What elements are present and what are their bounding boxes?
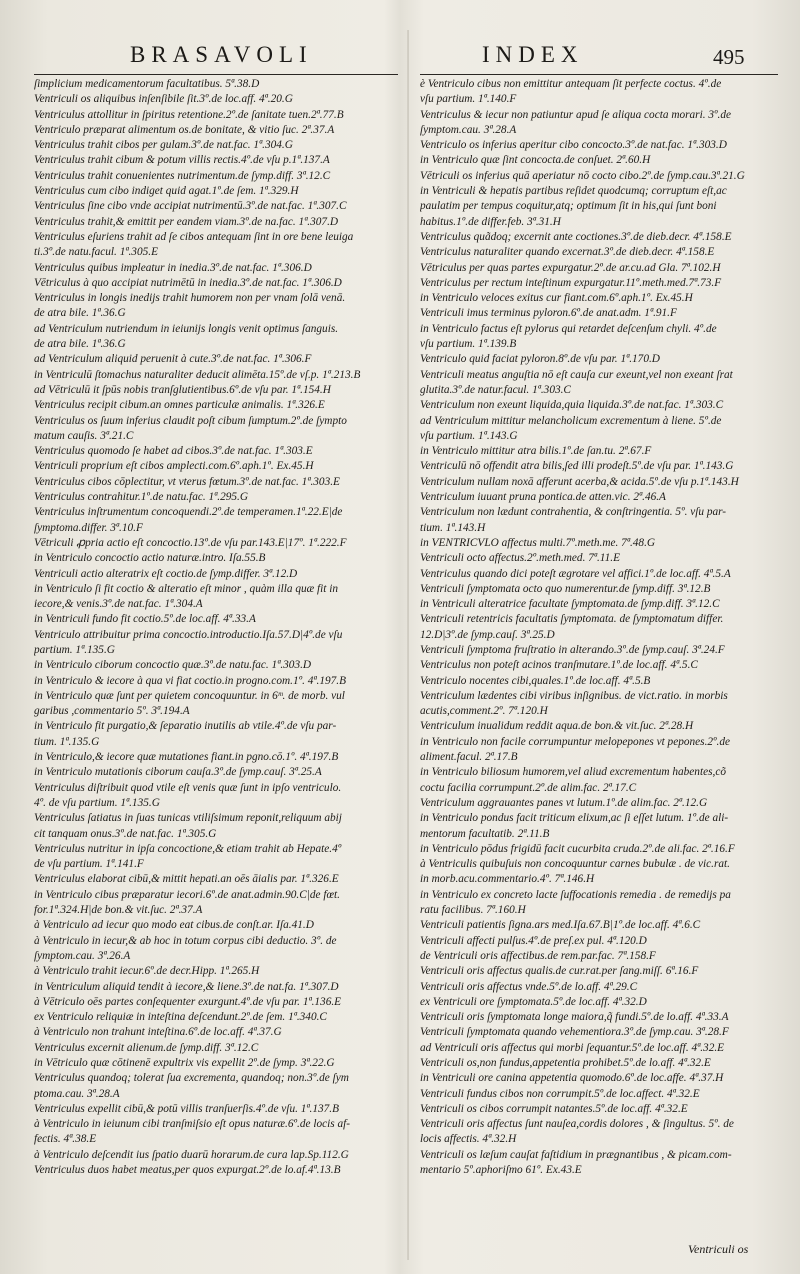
index-entry-line: Ventriculus attollitur in ſpiritus retentione.2º.de ſanitate tuen.2ª.77.B <box>34 108 344 121</box>
index-entry-line: glutita.3º.de natur.facul. 1ª.303.C <box>420 383 571 396</box>
index-entry-line: locis affectis. 4ª.32.H <box>420 1133 517 1146</box>
index-entry-line: Ventriculus recipit cibum.an omnes particulæ animalis. 1ª.326.E <box>34 399 325 412</box>
index-entry-line: Ventriculi octo affectus.2º.meth.med. 7ª.11.E <box>420 552 620 565</box>
index-entry-line: Ventriculi oris affectus vnde.5º.de lo.aff. 4ª.29.C <box>420 980 638 993</box>
index-entry-line: Ventriculus quandoq; tolerat ſua excrementa, quandoq; non.3º.de ſym <box>34 1072 349 1085</box>
index-entry-line: Ventriculi actio alteratrix eſt coctio.de ſymp.differ. 3ª.12.D <box>34 567 298 580</box>
index-entry-line: Ventriculus naturaliter quando excernat.3º.de dieb.decr. 4ª.158.E <box>420 246 715 259</box>
index-entry-line: in Ventriculo quæ ſint concocta.de conſuet. 2ª.60.H <box>420 154 651 167</box>
index-entry-line: Ventriculū nō offendit atra bilis,ſed illi prodeſt.5º.de vſu par. 1ª.143.G <box>420 460 734 473</box>
index-entry-line: coctu facilia corrumpunt.2º.de alim.fac. 2ª.17.C <box>420 781 637 794</box>
index-entry-line: Ventriculus expellit cibū,& potū villis tranſuerſis.4º.de vſu. 1ª.137.B <box>34 1102 340 1115</box>
index-entry-line: in Ventriculo pondus facit triticum elixum,ac ſi eſſet lutum. 1º.de ali- <box>420 812 729 825</box>
index-entry-line: Ventriculi os aliquibus inſenſibile ſit.3º.de loc.aff. 4ª.20.G <box>34 93 293 106</box>
index-entry-line: ex Ventriculi ore ſymptomata.5º.de loc.aff. 4ª.32.D <box>420 995 647 1008</box>
index-entry-line: ſymptom.cau. 3ª.28.A <box>420 123 517 136</box>
index-entry-line: in Ventriculo factus eſt pylorus qui retardet deſcenſum chyli. 4º.de <box>420 322 717 335</box>
index-entry-line: in Ventriculi fundo fit coctio.5º.de loc.aff. 4ª.33.A <box>34 613 256 626</box>
index-entry-line: in Ventriculo pōdus frigidū facit cucurbita cruda.2º.de ali.fac. 2ª.16.F <box>420 842 735 855</box>
index-entry-line: acutis,comment.2º. 7ª.120.H <box>420 705 548 718</box>
index-entry-line: Ventriculus quomodo ſe habet ad cibos.3º.de nat.fac. 1ª.303.E <box>34 445 313 458</box>
index-entry-line: in Ventriculo,& iecore quæ mutationes fiant.in pgno.cō.1º. 4ª.197.B <box>34 751 339 764</box>
index-entry-line: ad Vētriculū it ſpūs nobis tranſglutientibus.6º.de vſu par. 1ª.154.H <box>34 383 331 396</box>
index-entry-line: in Ventriculo biliosum humorem,vel aliud excrementum habentes,cõ <box>420 766 726 779</box>
index-entry-line: 12.D|3º.de ſymp.cauſ. 3ª.25.D <box>420 628 555 641</box>
index-column-right <box>420 77 780 1178</box>
index-entry-line: Ventriculi os,non fundus,appetentia prohibet.5º.de lo.aff. 4ª.32.E <box>420 1057 711 1069</box>
index-entry-line: Ventriculo attribuitur prima concoctio.introductio.Iſa.57.D|4º.de vſu <box>34 628 343 641</box>
index-entry-line: Ventriculi meatus anguſtia nō eſt cauſa cur exeunt,vel non exeant ſrat <box>420 368 733 381</box>
index-entry-line: ad Ventriculum nutriendum in ieiunijs longis venit optimus ſanguis. <box>34 322 339 335</box>
index-entry-line: Ventriculus trahit,& emittit per eandem viam.3º.de na.fac. 1ª.307.D <box>34 215 339 228</box>
index-entry-line: Ventriculi affecti pulſus.4º.de preſ.ex pul. 4ª.120.D <box>420 934 647 947</box>
index-entry-line: à Ventriculo deſcendit ius ſpatio duarū horarum.de cura lap.Sp.112.G <box>34 1148 349 1161</box>
index-entry-line: in Ventriculo quæ ſunt per quietem concoquuntur. in 6ᵐ. de morb. vul <box>34 689 345 702</box>
header-rule-right <box>420 74 778 75</box>
index-entry-line: 4º. de vſu partium. 1ª.135.G <box>34 796 160 809</box>
index-entry-line: fectis. 4ª.38.E <box>34 1133 97 1146</box>
index-entry-line: à Ventriculo in ieiunum cibi tranſmiſsio eſt opus naturæ.6º.de locis af- <box>34 1118 351 1131</box>
index-entry-line: in Ventriculi ore canina appetentia quomodo.6º.de loc.affe. 4ª.37.H <box>420 1072 724 1085</box>
index-entry-line: in Ventriculū ſtomachus naturaliter deducit alimēta.15º.de vſ.p. 1ª.213.B <box>34 368 361 381</box>
index-entry-line: è Ventriculo cibus non emittitur antequam ſit perfecte coctus. 4º.de <box>420 78 722 90</box>
index-entry-line: Ventriculo os inferius aperitur cibo concocto.3º.de nat.fac. 1ª.303.D <box>420 139 727 152</box>
index-entry-line: Ventriculus & iecur non patiuntur apud ſe aliqua cocta morari. 3º.de <box>420 108 732 121</box>
index-entry-line: Ventriculi oris ſymptomata longe maiora,q̃ fundi.5º.de lo.aff. 4ª.33.A <box>420 1011 729 1024</box>
index-entry-line: in Vētriculo quæ cōtinenē expultrix vis expellit 2º.de ſymp. 3ª.22.G <box>34 1057 335 1069</box>
index-entry-line: in Ventriculi alteratrice facultate ſymptomata.de ſymp.diff. 3ª.12.C <box>420 598 720 611</box>
index-entry-line: matum cauſis. 3ª.21.C <box>34 429 134 442</box>
index-entry-line: Ventriculus per rectum inteſtinum expurgatur.11º.meth.med.7ª.73.F <box>420 276 722 289</box>
index-entry-line: Ventriculus excernit alienum.de ſymp.diff. 3ª.12.C <box>34 1041 259 1054</box>
index-entry-line: Ventriculum non lædunt contrahentia, & conſtringentia. 5º. vſu par- <box>420 506 727 519</box>
index-entry-line: ad Ventriculum aliquid peruenit à cute.3º.de nat.fac. 1ª.306.F <box>34 353 312 366</box>
index-entry-line: Ventriculum aggrauantes panes vt lutum.1º.de alim.fac. 2ª.12.G <box>420 796 708 809</box>
index-entry-line: Ventriculus non poteſt acinos tranſmutare.1º.de loc.aff. 4ª.5.C <box>420 659 698 672</box>
index-entry-line: vſu partium. 1ª.139.B <box>420 338 517 351</box>
index-entry-line: Ventriculo quid faciat pyloron.8º.de vſu par. 1ª.170.D <box>420 353 660 366</box>
header-rule-left <box>34 74 398 75</box>
index-entry-line: Ventriculi proprium eſt cibos amplecti.com.6º.aph.1º. Ex.45.H <box>34 460 314 473</box>
index-entry-line: Ventriculum iuuant pruna pontica.de atten.vic. 2ª.46.A <box>420 491 666 504</box>
index-entry-line: Ventriculo præparat alimentum os.de bonitate, & vitio ſuc. 2ª.37.A <box>34 123 335 136</box>
page-number: 495 <box>713 45 745 69</box>
index-entry-line: Vētriculi ꝓpria actio eſt concoctio.13º.de vſu par.143.E|17º. 1ª.222.F <box>34 536 347 549</box>
index-entry-line: Ventriculus trahit conuenientes nutrimentum.de ſymp.diff. 3ª.12.C <box>34 169 331 182</box>
index-entry-line: à Ventriculis quibuſuis non concoquuntur carnes bubulæ . de vic.rat. <box>420 858 731 871</box>
index-entry-line: Ventriculi oris affectus ſunt nauſea,cordis dolores , & ſingultus. 5º. de <box>420 1118 734 1131</box>
index-entry-line: de vſu partium. 1ª.141.F <box>34 858 144 871</box>
index-entry-line: Ventriculus duos habet meatus,per quos expurgat.2º.de lo.af.4ª.13.B <box>34 1164 341 1177</box>
index-entry-line: Ventriculum nullam noxā afferunt acerba,& acida.5º.de vſu p.1ª.143.H <box>420 475 739 488</box>
index-entry-line: ſimplicium medicamentorum facultatibus. 5ª.38.D <box>34 78 260 90</box>
index-entry-line: ti.3º.de natu.facul. 1ª.305.E <box>34 246 158 259</box>
index-entry-line: in Ventriculo ex concreto lacte ſuffocationis remedia . de remedijs pa <box>420 888 731 901</box>
index-entry-line: à Vētriculo oēs partes conſequenter exurgunt.4º.de vſu par. 1ª.136.E <box>34 995 342 1008</box>
index-entry-line: vſu partium. 1ª.143.G <box>420 429 518 442</box>
index-entry-line: in Ventriculo fit purgatio,& ſeparatio inutilis ab vtile.4º.de vſu par- <box>34 720 337 733</box>
index-entry-line: Ventriculus in longis inedijs trahit humorem non per vnam ſolā venā. <box>34 292 346 305</box>
index-entry-line: Vētriculi os inferius quā aperiatur nō cocto cibo.2º.de ſymp.cau.3ª.21.G <box>420 169 745 182</box>
page-gutter <box>407 30 409 1260</box>
index-entry-line: in Ventriculo veloces exitus cur fiant.com.6º.aph.1º. Ex.45.H <box>420 292 693 305</box>
index-entry-line: paulatim per tempus coquitur,atq; optimum ſit in his,qui ſunt boni <box>420 200 717 213</box>
index-entry-line: Ventriculus os ſuum inferius claudit poſt cibum ſumptum.2º.de ſympto <box>34 414 347 427</box>
index-entry-line: Ventriculi imus terminus pyloron.6º.de anat.adm. 1ª.91.F <box>420 307 677 320</box>
index-entry-line: vſu partium. 1ª.140.F <box>420 93 517 106</box>
index-entry-line: de atra bile. 1ª.36.G <box>34 338 126 351</box>
index-entry-line: ratu facilibus. 7ª.160.H <box>420 904 526 917</box>
index-entry-line: aliment.facul. 2ª.17.B <box>420 751 518 764</box>
index-entry-line: mentorum facultatib. 2ª.11.B <box>420 827 550 840</box>
index-column-left <box>34 77 400 1178</box>
index-entry-line: Ventriculus cibos cōplectitur, vt vterus fœtum.3º.de nat.fac. 1ª.303.E <box>34 475 340 488</box>
index-entry-line: ad Ventriculum mittitur melancholicum excrementum à liene. 5º.de <box>420 414 722 427</box>
index-entry-line: Ventriculus contrahitur.1º.de natu.fac. 1ª.295.G <box>34 491 249 504</box>
index-entry-line: Ventriculi oris affectus qualis.de cur.rat.per ſang.miſſ. 6ª.16.F <box>420 965 699 978</box>
index-entry-line: in Ventriculum aliquid tendit à iecore,& liene.3º.de nat.fa. 1ª.307.D <box>34 980 339 993</box>
index-entry-line: mentario 5º.aphoriſmo 61º. Ex.43.E <box>420 1164 582 1177</box>
index-entry-line: Ventriculus inſtrumentum concoquendi.2º.de temperamen.1ª.22.E|de <box>34 506 343 519</box>
index-entry-line: tium. 1ª.135.G <box>34 735 100 748</box>
index-entry-line: Ventriculus trahit cibos per gulam.3º.de nat.fac. 1ª.304.G <box>34 139 293 152</box>
index-entry-line: Ventriculi fundus cibos non corrumpit.5º.de loc.affect. 4ª.32.E <box>420 1087 700 1100</box>
index-entry-line: in Ventriculo ciborum concoctio quæ.3º.de natu.fac. 1ª.303.D <box>34 659 312 672</box>
index-entry-line: Ventriculus elaborat cibū,& mittit hepati.an oēs āialis par. 1ª.326.E <box>34 873 339 886</box>
index-entry-line: Ventriculi os cibos corrumpit natantes.5º.de loc.aff. 4ª.32.E <box>420 1102 688 1115</box>
index-entry-line: ſymptom.cau. 3ª.26.A <box>34 949 131 962</box>
index-entry-line: garibus ,commentario 5º. 3ª.194.A <box>34 705 190 718</box>
index-entry-line: à Ventriculo ad iecur quo modo eat cibus.de conſt.ar. Iſa.41.D <box>34 919 314 932</box>
index-entry-line: Ventriculi ſymptomata octo quo numerentur.de ſymp.diff. 3ª.12.B <box>420 582 711 595</box>
index-entry-line: in Ventriculo ſi fit coctio & alteratio eſt minor , quàm illa quæ fit in <box>34 582 339 595</box>
index-entry-line: à Ventriculo non trahunt inteſtina.6º.de loc.aff. 4ª.37.G <box>34 1026 282 1039</box>
index-entry-line: in VENTRICVLO affectus multi.7º.meth.me. 7ª.48.G <box>420 536 656 549</box>
index-entry-line: Ventriculus quando dici poteſt ægrotare vel affici.1º.de loc.aff. 4ª.5.A <box>420 567 731 580</box>
index-entry-line: ad Ventriculi oris affectus qui morbi ſequantur.5º.de loc.aff. 4ª.32.E <box>420 1041 725 1054</box>
index-entry-line: de Ventriculi oris affectibus.de rem.par.fac. 7ª.158.F <box>420 949 656 962</box>
index-entry-line: in morb.acu.commentario.4º. 7ª.146.H <box>420 873 595 886</box>
index-entry-line: à Ventriculo in iecur,& ab hoc in totum corpus cibi deductio. 3º. de <box>34 934 337 947</box>
index-entry-line: ſymptoma.differ. 3ª.10.F <box>34 521 143 534</box>
index-entry-line: in Ventriculo & iecore à qua vi fiat coctio.in progno.com.1º. 4ª.197.B <box>34 674 347 687</box>
index-entry-line: Ventriculum non exeunt liquida,quia liquida.3º.de nat.fac. 1ª.303.C <box>420 399 724 412</box>
index-entry-line: Ventriculus ſatiatus in ſuas tunicas vtiliſsimum reponit,reliquum abij <box>34 812 342 825</box>
index-entry-line: Ventriculi patientis ſigna.ars med.Iſa.67.B|1º.de loc.aff. 4ª.6.C <box>420 919 701 932</box>
index-entry-line: in Ventriculo mittitur atra bilis.1º.de ſan.tu. 2ª.67.F <box>420 445 652 458</box>
index-entry-line: Ventriculus ſine cibo vnde accipiat nutrimentū.3º.de nat.fac. 1ª.307.C <box>34 200 347 213</box>
index-entry-line: ptoma.cau. 3ª.28.A <box>34 1087 120 1100</box>
index-entry-line: à Ventriculo trahit iecur.6º.de decr.Hipp. 1ª.265.H <box>34 965 260 978</box>
index-entry-line: Vētriculus à quo accipiat nutrimētū in inedia.3º.de nat.fac. 1ª.306.D <box>34 276 342 289</box>
index-entry-line: Ventriculus quãdoq; excernit ante coctiones.3º.de dieb.decr. 4ª.158.E <box>420 230 732 243</box>
index-entry-line: Ventriculi os læſum cauſat faſtidium in prægnantibus , & picam.com- <box>420 1148 732 1161</box>
index-entry-line: tium. 1ª.143.H <box>420 521 486 534</box>
index-entry-line: Ventriculus cum cibo indiget quid agat.1º.de ſem. 1ª.329.H <box>34 185 299 198</box>
index-entry-line: in Ventriculo cibus præparatur iecori.6º.de anat.admin.90.C|de fœt. <box>34 888 340 901</box>
running-header-left: BRASAVOLI <box>130 42 313 67</box>
index-entry-line: Ventriculo nocentes cibi,quales.1º.de loc.aff. 4ª.5.B <box>420 674 651 687</box>
index-entry-line: in Ventriculo mutationis ciborum cauſa.3º.de ſymp.cauſ. 3ª.25.A <box>34 766 322 779</box>
index-entry-line: Ventriculi ſymptoma fruſtratio in alterando.3º.de ſymp.cauſ. 3ª.24.F <box>420 643 725 656</box>
index-entry-line: in Ventriculi & hepatis partibus reſidet quodcumq; corruptum eſt,ac <box>420 185 727 198</box>
index-entry-line: Ventriculus trahit cibum & potum villis rectis.4º.de vſu p.1ª.137.A <box>34 154 330 167</box>
index-entry-line: iecore,& venis.3º.de nat.fac. 1ª.304.A <box>34 598 203 611</box>
index-entry-line: Vētriculus per quas partes expurgatur.2º.de ar.cu.ad Gla. 7ª.102.H <box>420 261 721 274</box>
index-entry-line: Ventriculus quibus impleatur in inedia.3º.de nat.fac. 1ª.306.D <box>34 261 312 274</box>
index-entry-line: Ventriculum inualidum reddit aqua.de bon.& vit.ſuc. 2ª.28.H <box>420 720 694 733</box>
index-entry-line: Ventriculus nutritur in ipſa concoctione,& etiam trahit ab Hepate.4º <box>34 842 342 855</box>
index-entry-line: Ventriculus eſuriens trahit ad ſe cibos antequam ſint in ore bene leuiga <box>34 230 354 243</box>
index-entry-line: habitus.1º.de differ.feb. 3ª.31.H <box>420 215 561 228</box>
index-entry-line: de atra bile. 1ª.36.G <box>34 307 126 320</box>
index-entry-line: in Ventriculo concoctio actio naturæ.intro. Iſa.55.B <box>34 552 266 565</box>
index-entry-line: Ventriculi retentricis facultatis ſymptomata. de ſymptomatum differ. <box>420 613 724 626</box>
index-entry-line: Ventriculi ſymptomata quando vehementiora.3º.de ſymp.cau. 3ª.28.F <box>420 1026 729 1039</box>
catchword: Ventriculi os <box>688 1242 749 1256</box>
running-header-right: INDEX <box>482 42 584 67</box>
index-entry-line: ex Ventriculo reliquiæ in inteſtina deſcendunt.2º.de ſem. 1ª.340.C <box>34 1011 327 1024</box>
index-entry-line: Ventriculum lædentes cibi viribus inſignibus. de vict.ratio. in morbis <box>420 689 728 702</box>
index-entry-line: for.1ª.324.H|de bon.& vit.ſuc. 2ª.37.A <box>34 904 203 917</box>
index-entry-line: cit tanquam onus.3º.de nat.fac. 1ª.305.G <box>34 827 217 840</box>
index-entry-line: in Ventriculo non facile corrumpuntur melopepones vt pepones.2º.de <box>420 735 731 748</box>
index-entry-line: partium. 1ª.135.G <box>34 643 115 656</box>
index-entry-line: Ventriculus diſtribuit quod vtile eſt venis quæ ſunt in ipſo ventriculo. <box>34 781 342 794</box>
